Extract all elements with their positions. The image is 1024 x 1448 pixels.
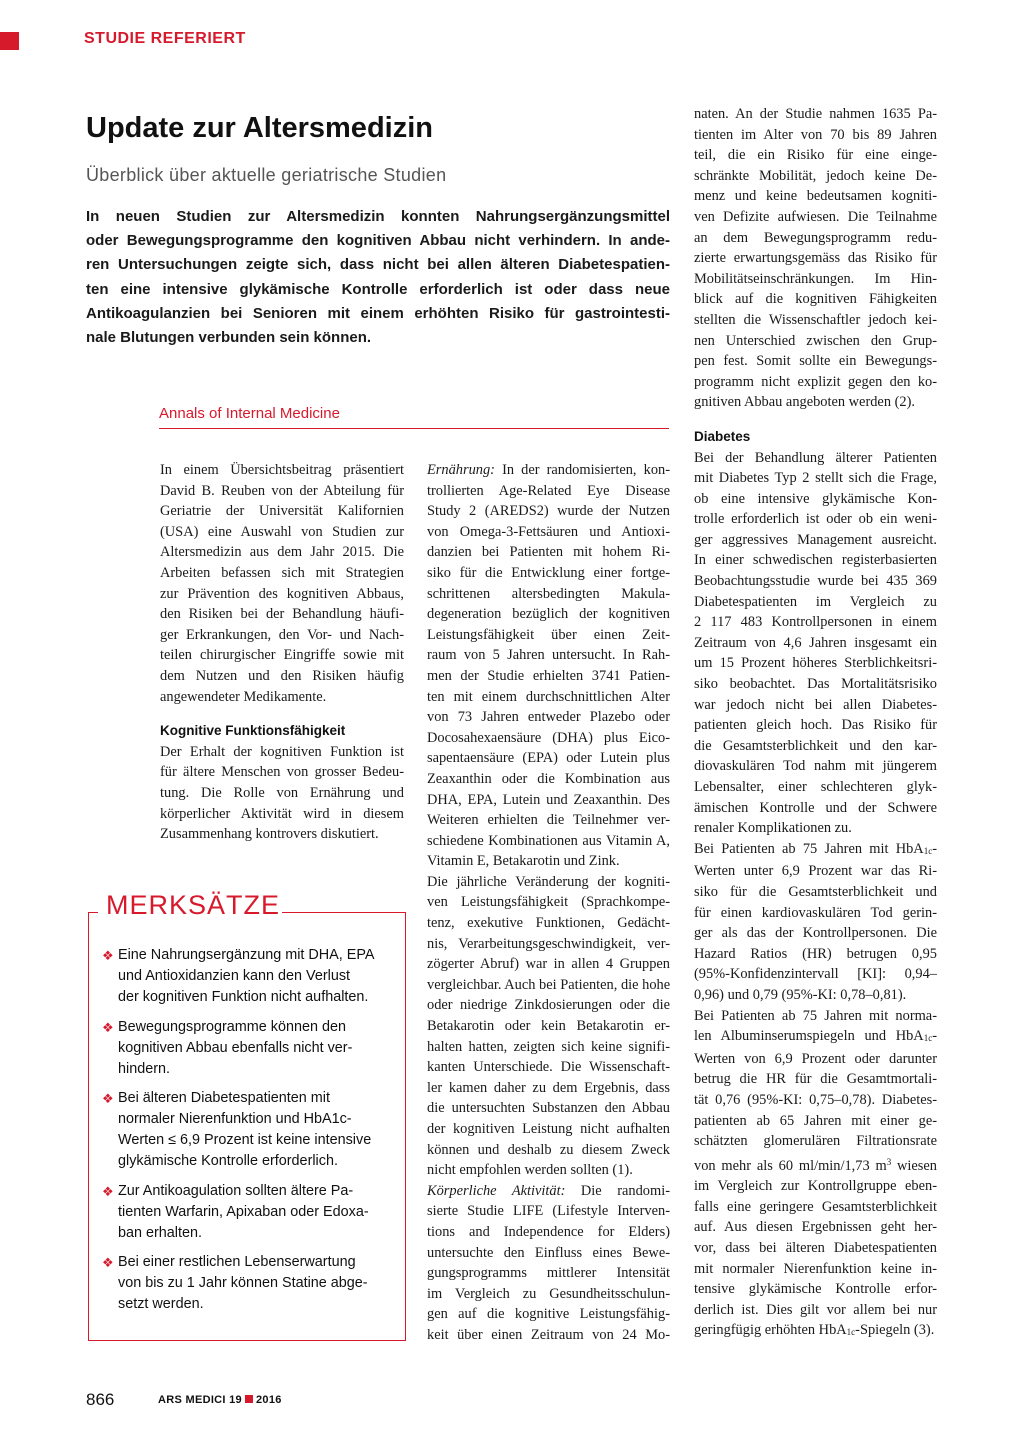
text-line: Lebensalter, einer schlechteren glyk- bbox=[694, 779, 937, 795]
text-run: Bei Patienten ab 75 Jahren mit HbA bbox=[694, 840, 924, 857]
text-run: schätzten glomerulären Filtrationsrate bbox=[694, 1133, 937, 1150]
text-line: siko beobachtet. Das Mortalitätsrisiko bbox=[694, 676, 937, 693]
text-line: ämischen Kontrolle und der Schwere bbox=[694, 799, 937, 816]
physical-activity-continuation bbox=[694, 104, 937, 413]
key-points-title: MERKSÄTZE bbox=[106, 890, 281, 920]
diamond-bullet-icon: ❖ bbox=[102, 1255, 114, 1270]
text-line bbox=[694, 1131, 937, 1152]
text-line bbox=[427, 1098, 670, 1119]
column-2 bbox=[427, 460, 670, 1346]
text-run: Leistungsfähigkeit über einen Zeit- bbox=[427, 626, 670, 643]
text-run: danzien bei Patienten mit hohem Ri- bbox=[427, 544, 670, 561]
text-line bbox=[427, 501, 670, 522]
text-line bbox=[427, 542, 670, 563]
text-run: Study 2 (AREDS2) wurde der Nutzen bbox=[427, 503, 670, 520]
text-run: können und deshalb zu diesem Zweck bbox=[427, 1141, 670, 1158]
text-run: ven Leistungsfähigkeit (Sprachkompe- bbox=[427, 894, 670, 911]
text-line: Diabetespatienten im Vergleich zu bbox=[694, 593, 937, 610]
column-1 bbox=[160, 460, 404, 845]
article-lead bbox=[86, 205, 670, 350]
text-line bbox=[694, 1279, 937, 1300]
text-run: 0,96) und 0,79 (95%-KI: 0,78–0,81). bbox=[694, 986, 907, 1003]
text-run: Weiteren erhielten die Teilnehmer ver- bbox=[427, 812, 670, 829]
text-line: den Risiken bei der Behandlung häufi- bbox=[160, 606, 404, 623]
text-line bbox=[694, 1111, 937, 1132]
text-run: die untersuchten Substanzen den Abbau bbox=[427, 1100, 670, 1117]
text-run: sierte Studie LIFE (Lifestyle Interven- bbox=[427, 1203, 670, 1220]
text-run: schiedene Kombinationen aus Vitamin A, bbox=[427, 832, 670, 849]
text-line bbox=[427, 460, 670, 481]
text-line bbox=[694, 861, 937, 882]
text-line: Altersmedizin aus dem Jahr 2015. Die bbox=[160, 544, 404, 561]
text-run: oder niedrige Zinkdosierungen oder die bbox=[427, 997, 670, 1014]
text-line bbox=[427, 1304, 670, 1325]
key-point-line: Bei älteren Diabetespatienten mit bbox=[118, 1090, 330, 1106]
text-run: gungsprogramms mittlerer Intensität bbox=[427, 1265, 670, 1282]
text-run: ler kamen daher zu dem Ergebnis, dass bbox=[427, 1079, 670, 1096]
text-line bbox=[694, 882, 937, 903]
text-run: gen auf die kognitive Leistungsfähig- bbox=[427, 1306, 670, 1323]
superscript: 3 bbox=[886, 1156, 892, 1167]
text-run: Vitamin E, Betakarotin und Zink. bbox=[427, 853, 620, 870]
lead-line: ten eine intensive glykämische Kontrolle erforderlich ist oder dass neue bbox=[86, 280, 670, 298]
text-line bbox=[427, 1140, 670, 1161]
key-point-item bbox=[102, 1181, 398, 1244]
text-run: nis, Verarbeitungsgeschwindigkeit, ver- bbox=[427, 935, 670, 952]
text-run: trollierten Age-Related Eye Disease bbox=[427, 482, 670, 499]
text-line: In einer schwedischen registerbasierten bbox=[694, 552, 937, 569]
subscript: 1c bbox=[846, 1327, 856, 1338]
text-run: von 73 Jahren entweder Plazebo oder bbox=[427, 709, 670, 726]
text-line bbox=[694, 1217, 937, 1238]
text-line: stellten die Wissenschaftler jedoch kei- bbox=[694, 311, 937, 328]
text-line bbox=[427, 769, 670, 790]
text-line bbox=[694, 1069, 937, 1090]
text-line: teilen chirurgischer Eingriffe sowie mit bbox=[160, 647, 404, 664]
text-line: ven Defizite aufwiesen. Die Teilnahme bbox=[694, 208, 937, 225]
key-point-line: tienten Warfarin, Apixaban oder Edoxa- bbox=[118, 1204, 369, 1220]
text-line: tienten im Alter von 70 bis 89 Jahren bbox=[694, 126, 937, 143]
text-run: tensive glykämische Kontrolle erfor- bbox=[694, 1281, 937, 1298]
text-line: körperlicher Aktivität wird in diesem bbox=[160, 805, 404, 822]
text-line: Beobachtungsstudie wurde bei 435 369 bbox=[694, 573, 937, 590]
text-line bbox=[427, 1119, 670, 1140]
text-line: Zeitraum von 4,6 Jahren insgesamt ein bbox=[694, 634, 937, 651]
key-point-line: Zur Antikoagulation sollten ältere Pa- bbox=[118, 1183, 354, 1199]
text-line: Geriatrie der Universität Kalifornien bbox=[160, 503, 404, 520]
text-line: diovaskulären Tod nahm mit jüngerem bbox=[694, 758, 937, 775]
text-run: im Vergleich zu Gesundheitsschulun- bbox=[427, 1285, 670, 1302]
key-point-item bbox=[102, 1252, 398, 1315]
text-run: im Vergleich zur Kontrollgruppe eben- bbox=[694, 1178, 937, 1195]
key-point-item bbox=[102, 1088, 398, 1172]
text-line: David B. Reuben von der Abteilung für bbox=[160, 482, 404, 499]
text-run: patienten ab 65 Jahren mit einer ge- bbox=[694, 1112, 937, 1129]
inline-heading: Ernährung: bbox=[427, 462, 495, 478]
text-line bbox=[427, 666, 670, 687]
text-line bbox=[427, 584, 670, 605]
diabetes-paragraph-3 bbox=[694, 1006, 937, 1344]
text-line: ob eine intensive glykämische Kon- bbox=[694, 490, 937, 507]
text-line bbox=[694, 1090, 937, 1111]
text-line: renaler Komplikationen zu. bbox=[694, 820, 852, 837]
text-line bbox=[694, 944, 937, 965]
diamond-bullet-icon: ❖ bbox=[102, 1091, 114, 1106]
text-line: blick auf die kognitiven Fähigkeiten bbox=[694, 291, 937, 308]
text-line: In einem Übersichtsbeitrag präsentiert bbox=[160, 462, 404, 478]
text-run: falls eine geringere Gesamtsterblichkeit bbox=[694, 1198, 937, 1215]
text-run: siko für die Entwicklung einer fortge- bbox=[427, 564, 670, 581]
text-line bbox=[427, 1263, 670, 1284]
text-run: untersuchte den Einfluss eines Bewe- bbox=[427, 1244, 670, 1261]
text-line bbox=[427, 954, 670, 975]
text-line bbox=[427, 975, 670, 996]
text-line: pen fest. Somit sollte ein Bewegungs- bbox=[694, 353, 937, 370]
text-line: für ältere Menschen von grosser Bedeu- bbox=[160, 764, 404, 781]
text-line bbox=[694, 964, 937, 985]
text-line bbox=[427, 1016, 670, 1037]
text-line bbox=[427, 563, 670, 584]
text-line bbox=[427, 1181, 670, 1202]
diabetes-paragraph-2 bbox=[694, 839, 937, 1006]
text-line: naten. An der Studie nahmen 1635 Pa- bbox=[694, 106, 937, 122]
text-line bbox=[694, 1026, 937, 1049]
key-points-box-top-rule bbox=[88, 912, 98, 913]
section-heading-diabetes: Diabetes bbox=[694, 428, 751, 444]
journal-name: ARS MEDICI 19 bbox=[158, 1394, 242, 1406]
page-number: 866 bbox=[86, 1390, 115, 1409]
text-line: Mobilitätseinschränkungen. Im Hin- bbox=[694, 270, 937, 287]
key-point-line: der kognitiven Funktion nicht aufhalten. bbox=[118, 989, 369, 1005]
key-point-line: kognitiven Abbau ebenfalls nicht ver- bbox=[118, 1040, 353, 1056]
journal-footer bbox=[158, 1394, 282, 1406]
text-run: der kognitiven Leistung nicht aufhalten bbox=[427, 1121, 670, 1137]
text-line bbox=[427, 1222, 670, 1243]
key-point-line: normaler Nierenfunktion und HbA1c- bbox=[118, 1111, 352, 1127]
text-run: keit über einen Zeitraum von 24 Mo- bbox=[427, 1326, 670, 1343]
text-line bbox=[694, 1238, 937, 1259]
text-line bbox=[694, 903, 937, 924]
text-line: ger Erkrankungen, den Vor- und Nach- bbox=[160, 626, 404, 643]
text-run: Zeaxanthin oder die Kombination aus bbox=[427, 770, 670, 787]
text-line: menz und keine bedeutsamen kogniti- bbox=[694, 188, 937, 205]
text-run: - bbox=[932, 1028, 937, 1045]
text-line: um 15 Prozent höheres Sterblichkeitsri- bbox=[694, 655, 937, 672]
text-line bbox=[427, 707, 670, 728]
text-line bbox=[427, 1201, 670, 1222]
text-run: tät 0,76 (95%-KI: 0,75–0,78). Diabetes- bbox=[694, 1091, 937, 1108]
key-point-line: Bewegungsprogramme können den bbox=[118, 1019, 347, 1035]
text-line bbox=[427, 1057, 670, 1078]
subscript: 1c bbox=[923, 1033, 933, 1044]
text-line bbox=[694, 1259, 937, 1280]
text-line: Arbeiten befassen sich mit Strategien bbox=[160, 564, 404, 581]
text-line bbox=[427, 934, 670, 955]
text-run: halten hatten, zeigten sich keine signifi- bbox=[427, 1038, 670, 1055]
text-run: degeneration bezüglich der kognitiven bbox=[427, 606, 670, 623]
inline-heading: Körperliche Aktivität: bbox=[427, 1182, 566, 1199]
text-line: angewendeter Medikamente. bbox=[160, 688, 327, 705]
key-point-line: setzt werden. bbox=[118, 1296, 204, 1312]
text-line: Bei der Behandlung älterer Patienten bbox=[694, 449, 937, 466]
text-run: vor, dass bei älteren Diabetespatienten bbox=[694, 1240, 937, 1257]
text-line bbox=[427, 995, 670, 1016]
text-run: vergleichbar. Auch bei Patienten, die hohe bbox=[427, 976, 671, 993]
text-run: von mehr als 60 ml/min/1,73 m bbox=[694, 1157, 887, 1174]
key-point-line: ban erhalten. bbox=[118, 1225, 203, 1241]
text-line bbox=[427, 1160, 670, 1181]
text-line bbox=[694, 1049, 937, 1070]
diamond-bullet-icon: ❖ bbox=[102, 1184, 114, 1199]
text-run: Docosahexaensäure (DHA) plus Eico- bbox=[427, 729, 670, 746]
text-line bbox=[427, 1325, 670, 1346]
text-line: schränkte Mobilität, jedoch keine De- bbox=[694, 167, 937, 184]
text-run: Werten von 6,9 Prozent oder darunter bbox=[694, 1050, 937, 1067]
footer-marker-square bbox=[245, 1395, 253, 1403]
text-line bbox=[694, 985, 937, 1006]
text-run: (95%-Konfidenzintervall [KI]: 0,94– bbox=[694, 966, 937, 983]
text-line: an dem Bewegungsprogramm redu- bbox=[694, 229, 937, 246]
text-run: tenz, exekutive Funktionen, Gedächt- bbox=[427, 915, 670, 932]
text-run: siko für die Gesamtsterblichkeit und bbox=[694, 883, 937, 900]
text-run: - bbox=[932, 840, 937, 857]
text-run: Die jährliche Veränderung der kogniti- bbox=[427, 873, 670, 890]
text-line: teil, die ein Risiko für eine einge- bbox=[694, 147, 937, 164]
text-line bbox=[694, 1300, 937, 1321]
section-marker-square bbox=[0, 32, 19, 50]
text-line bbox=[427, 748, 670, 769]
lead-line: In neuen Studien zur Altersmedizin konnten Nahrungsergänzungsmittel bbox=[86, 208, 670, 225]
text-line bbox=[427, 913, 670, 934]
intro-paragraph bbox=[160, 460, 404, 707]
text-line: trolle erforderlich ist oder ob ein weni- bbox=[694, 511, 937, 528]
text-run: Hazard Ratios (HR) betrugen 0,95 bbox=[694, 945, 937, 962]
text-line bbox=[427, 625, 670, 646]
text-run: men der Studie erhielten 3741 Patien- bbox=[427, 667, 670, 684]
source-journal: Annals of Internal Medicine bbox=[159, 405, 669, 429]
lead-line: nale Blutungen verbunden sein können. bbox=[86, 329, 372, 347]
text-line: dem Nutzen und den Risiken häufig bbox=[160, 667, 404, 684]
lead-line: oder Bewegungsprogramme den kognitiven Abbau nicht verhindern. In ande- bbox=[86, 232, 670, 250]
text-line bbox=[427, 790, 670, 811]
text-line bbox=[694, 1320, 937, 1343]
column-3 bbox=[694, 104, 937, 1343]
text-run: nicht empfohlen werden sollten (1). bbox=[427, 1162, 633, 1179]
text-line bbox=[427, 1284, 670, 1305]
text-run: len Albuminserumspiegeln und HbA bbox=[694, 1028, 924, 1045]
text-line: (USA) eine Auswahl von Studien zur bbox=[160, 523, 404, 540]
journal-year: 2016 bbox=[255, 1394, 282, 1406]
text-line bbox=[427, 1078, 670, 1099]
text-run: schrittenen altersbedingten Makula- bbox=[427, 585, 670, 602]
text-line bbox=[427, 687, 670, 708]
cognition-paragraph bbox=[160, 742, 404, 845]
text-line: zur Prävention des kognitiven Abbaus, bbox=[160, 585, 404, 602]
text-line: 2 117 483 Kontrollpersonen in einem bbox=[694, 614, 937, 631]
text-line: die Gesamtsterblichkeit und den kar- bbox=[694, 737, 937, 754]
lead-line: Antikoagulanzien bei Senioren mit einem erhöhten Risiko für gastrointesti- bbox=[86, 304, 670, 322]
text-line bbox=[694, 1152, 937, 1177]
key-point-line: und Antioxidanzien kann den Verlust bbox=[118, 968, 351, 984]
key-point-line: hindern. bbox=[118, 1061, 171, 1077]
text-line bbox=[427, 831, 670, 852]
text-run: mit normaler Nierenfunktion keine in- bbox=[694, 1260, 937, 1277]
text-run: DHA, EPA, Lutein und Zeaxanthin. Des bbox=[427, 791, 670, 808]
key-point-line: Eine Nahrungsergänzung mit DHA, EPA bbox=[118, 947, 375, 963]
text-line: nen Unterschied zwischen den Grup- bbox=[694, 332, 937, 349]
text-line bbox=[427, 645, 670, 666]
key-point-line: von bis zu 1 Jahr können Statine abge- bbox=[118, 1275, 368, 1291]
text-line bbox=[427, 872, 670, 893]
key-point-line: Werten ≤ 6,9 Prozent ist keine intensive bbox=[118, 1132, 372, 1148]
article-title: Update zur Altersmedizin bbox=[86, 112, 433, 144]
text-line: zierte erwartungsgemäss das Risiko für bbox=[694, 250, 937, 267]
text-line bbox=[427, 728, 670, 749]
lead-line: ren Untersuchungen zeigte sich, dass nicht bei allen älteren Diabetespatien- bbox=[86, 256, 670, 274]
text-run: ten mit einem durchschnittlichen Alter bbox=[427, 688, 670, 705]
text-run: Werten unter 6,9 Prozent war das Ri- bbox=[694, 863, 937, 880]
text-run: tions and Independence for Elders) bbox=[427, 1223, 670, 1240]
text-run: wiesen bbox=[891, 1157, 937, 1174]
subscript: 1c bbox=[923, 845, 933, 856]
text-line bbox=[694, 1197, 937, 1218]
text-run: Die randomi- bbox=[565, 1182, 670, 1199]
section-heading-cognition: Kognitive Funktionsfähigkeit bbox=[160, 723, 346, 739]
text-line: programm nicht explizit gegen den ko- bbox=[694, 373, 937, 390]
text-line bbox=[427, 522, 670, 543]
diabetes-paragraph-1 bbox=[694, 448, 937, 839]
text-line bbox=[427, 481, 670, 502]
section-label: STUDIE REFERIERT bbox=[84, 30, 246, 47]
text-run: zögerter Abruf) war in allen 4 Gruppen bbox=[427, 956, 670, 973]
text-run: für einen kardiovaskulären Tod gerin- bbox=[694, 904, 937, 921]
text-run: raum von 5 Jahren untersucht. In Rah- bbox=[427, 647, 670, 664]
diamond-bullet-icon: ❖ bbox=[102, 1020, 114, 1035]
text-run: -Spiegeln (3). bbox=[855, 1322, 935, 1339]
text-run: Betakarotin oder kein Betakarotin er- bbox=[427, 1018, 670, 1035]
text-run: kanten Unterschiede. Die Wissenschaft- bbox=[427, 1059, 670, 1076]
key-point-item bbox=[102, 1017, 398, 1080]
text-run: sapentaensäure (EPA) oder Lutein plus bbox=[427, 750, 670, 767]
text-line bbox=[694, 923, 937, 944]
text-run: geringfügig erhöhten HbA bbox=[694, 1322, 847, 1339]
diamond-bullet-icon: ❖ bbox=[102, 948, 114, 963]
text-line bbox=[427, 604, 670, 625]
text-run: betrug die HR für die Gesamtmortali- bbox=[694, 1071, 937, 1088]
text-line bbox=[694, 1006, 937, 1027]
text-line bbox=[427, 1037, 670, 1058]
text-line bbox=[427, 851, 670, 872]
text-run: auf. Aus diesen Ergebnissen geht her- bbox=[694, 1219, 937, 1236]
key-point-line: Bei einer restlichen Lebenserwartung bbox=[118, 1254, 356, 1270]
text-run: ger als das der Kontrollpersonen. Die bbox=[694, 925, 937, 942]
text-line: patienten gleich hoch. Das Risiko für bbox=[694, 717, 937, 734]
key-point-line: glykämische Kontrolle erforderlich. bbox=[118, 1153, 338, 1169]
article-subtitle: Überblick über aktuelle geriatrische Studien bbox=[86, 165, 447, 185]
text-line bbox=[694, 1176, 937, 1197]
text-run: Bei Patienten ab 75 Jahren mit norma- bbox=[694, 1007, 937, 1024]
text-line: mit Diabetes Typ 2 stellt sich die Frage, bbox=[694, 470, 937, 487]
text-line: Zusammenhang kontrovers diskutiert. bbox=[160, 826, 379, 843]
text-run: In der randomisierten, kon- bbox=[494, 462, 670, 478]
text-line: ger aggressives Management ausreicht. bbox=[694, 531, 937, 548]
key-point-item bbox=[102, 945, 398, 1008]
text-line bbox=[427, 1243, 670, 1264]
text-line: war jedoch nicht bei allen Diabetes- bbox=[694, 696, 937, 713]
text-run: von Omega-3-Fettsäuren und Antioxi- bbox=[427, 523, 670, 540]
text-line bbox=[694, 839, 937, 862]
text-line: tung. Die Rolle von Ernährung und bbox=[160, 784, 404, 801]
text-line: Der Erhalt der kognitiven Funktion ist bbox=[160, 743, 404, 760]
text-line bbox=[427, 810, 670, 831]
text-run: derlich ist. Dies gilt vor allem bei nur bbox=[694, 1301, 937, 1318]
text-line bbox=[427, 892, 670, 913]
key-points-box-top-rule bbox=[266, 912, 405, 913]
text-line: gnitiven Abbau angeboten werden (2). bbox=[694, 394, 915, 411]
